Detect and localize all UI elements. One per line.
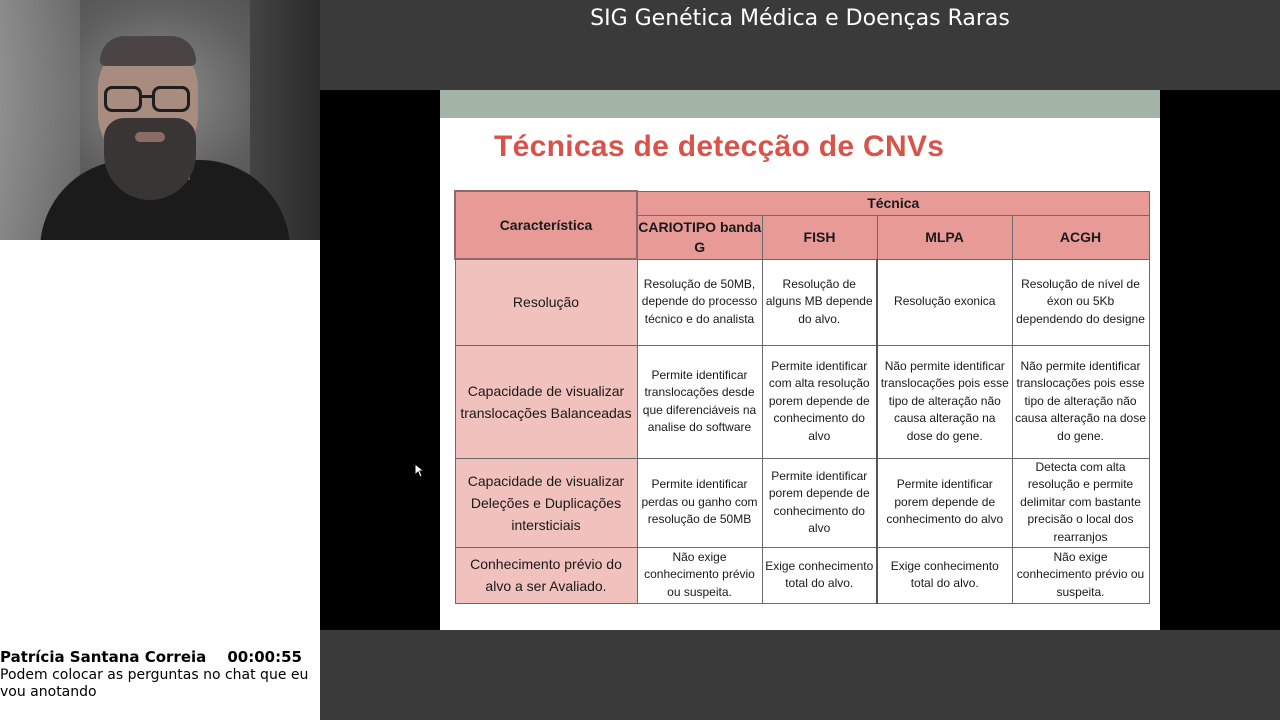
header-technique-group: Técnica <box>637 191 1149 215</box>
table-row <box>455 458 1149 547</box>
glasses-left-lens <box>104 86 142 112</box>
cnv-techniques-table <box>454 190 1150 604</box>
table-cell: Resolução exonica <box>877 259 1012 345</box>
table-cell: Não exige conhecimento prévio ou suspeita. <box>1012 547 1149 603</box>
chat-timestamp: 00:00:55 <box>227 648 302 666</box>
chat-message <box>0 648 320 701</box>
person-hair <box>100 36 196 66</box>
table-row <box>455 345 1149 458</box>
table-cell: Permite identificar com alta resolução porem depende de conhecimento do alvo <box>762 345 877 458</box>
header-cariotipo: CARIOTIPO banda G <box>637 215 762 259</box>
table-cell: Resolução de 50MB, depende do processo técnico e do analista <box>637 259 762 345</box>
table-cell: Resolução de nível de éxon ou 5Kb dependendo do designe <box>1012 259 1149 345</box>
table-cell: Não permite identificar translocações pois esse tipo de alteração não causa alteração na dose do gene. <box>1012 345 1149 458</box>
table-header-row <box>455 191 1149 215</box>
meeting-title: SIG Genética Médica e Doenças Raras <box>590 6 1010 31</box>
table-cell: Permite identificar porem depende de conhecimento do alvo <box>877 458 1012 547</box>
table-cell: Detecta com alta resolução e permite delimitar com bastante precisão o local dos rearranjos <box>1012 458 1149 547</box>
header-mlpa: MLPA <box>877 215 1012 259</box>
table-cell: Não exige conhecimento prévio ou suspeita. <box>637 547 762 603</box>
table-row <box>455 259 1149 345</box>
slide-title: Técnicas de detecção de CNVs <box>494 130 945 163</box>
chat-author: Patrícia Santana Correia <box>0 648 207 666</box>
table-cell: Resolução de alguns MB depende do alvo. <box>762 259 877 345</box>
table-cell: Permite identificar porem depende de conhecimento do alvo <box>762 458 877 547</box>
header-fish: FISH <box>762 215 877 259</box>
person-mouth <box>135 132 165 142</box>
table-row <box>455 547 1149 603</box>
chat-message-header <box>0 648 320 666</box>
slide-top-bar <box>440 90 1160 118</box>
table-cell: Exige conhecimento total do alvo. <box>762 547 877 603</box>
header-acgh: ACGH <box>1012 215 1149 259</box>
chat-message-text: Podem colocar as perguntas no chat que eu vou anotando <box>0 667 309 700</box>
glasses-bridge <box>140 95 154 98</box>
presentation-slide <box>440 90 1160 630</box>
header-feature: Característica <box>455 191 637 259</box>
participant-video <box>0 0 320 240</box>
glasses-right-lens <box>152 86 190 112</box>
table-cell: Exige conhecimento total do alvo. <box>877 547 1012 603</box>
screen-share <box>320 90 1280 630</box>
row-feature: Capacidade de visualizar Deleções e Duplicações intersticiais <box>455 458 637 547</box>
row-feature: Capacidade de visualizar translocações Balanceadas <box>455 345 637 458</box>
row-feature: Conhecimento prévio do alvo a ser Avaliado. <box>455 547 637 603</box>
table-cell: Permite identificar translocações desde que diferenciáveis na analise do software <box>637 345 762 458</box>
row-feature: Resolução <box>455 259 637 345</box>
table-cell: Permite identificar perdas ou ganho com resolução de 50MB <box>637 458 762 547</box>
table-cell: Não permite identificar translocações pois esse tipo de alteração não causa alteração na dose do gene. <box>877 345 1012 458</box>
